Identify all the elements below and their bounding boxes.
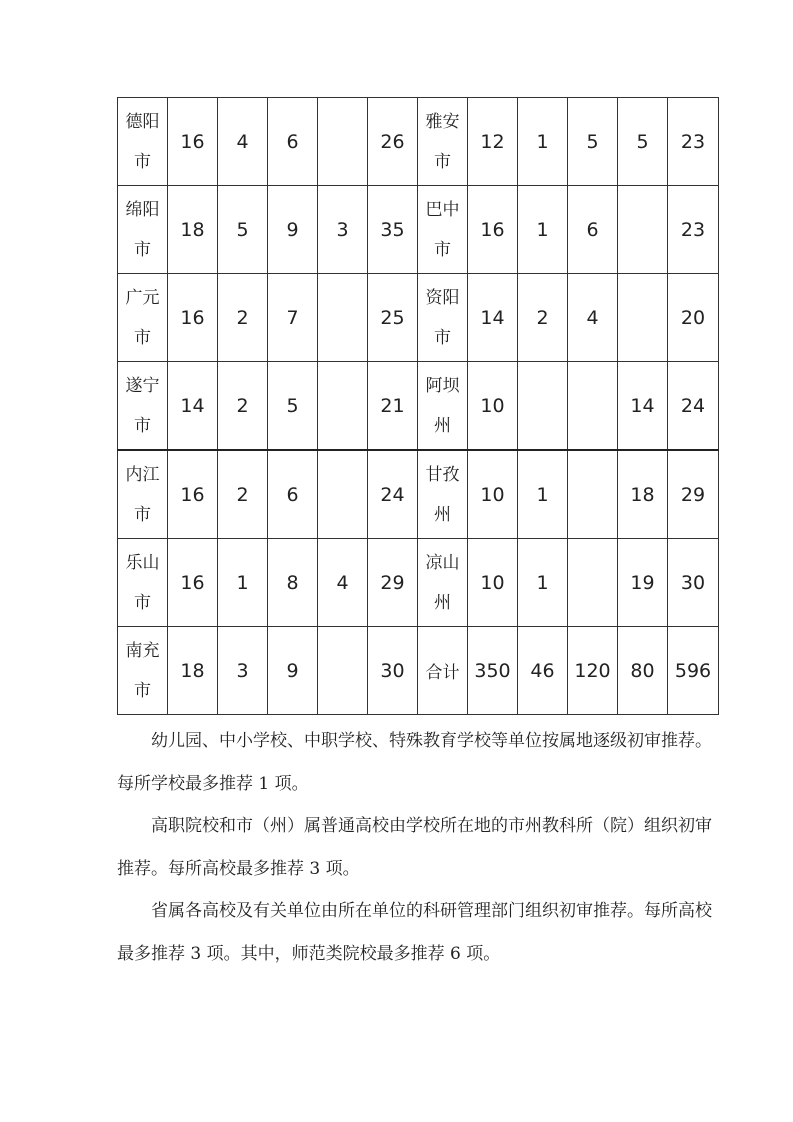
region-name-cell xyxy=(418,274,468,362)
count-cell: 9 xyxy=(268,186,318,274)
table-row xyxy=(118,627,719,715)
region-name-cell xyxy=(118,362,168,451)
total-cell: 29 xyxy=(668,450,719,539)
count-cell xyxy=(318,627,368,715)
table-row xyxy=(118,98,719,186)
region-name: 德阳市 xyxy=(125,111,160,172)
total-cell: 21 xyxy=(368,362,418,451)
count-cell xyxy=(318,362,368,451)
total-cell: 30 xyxy=(668,539,719,627)
count-cell: 1 xyxy=(518,98,568,186)
table-row xyxy=(118,539,719,627)
region-name: 凉山州 xyxy=(425,552,460,613)
count-cell xyxy=(618,186,668,274)
count-cell: 16 xyxy=(168,98,218,186)
count-cell: 3 xyxy=(318,186,368,274)
count-cell: 2 xyxy=(218,450,268,539)
total-cell: 23 xyxy=(668,98,719,186)
region-name-cell xyxy=(118,450,168,539)
count-cell xyxy=(518,362,568,451)
region-name: 甘孜州 xyxy=(425,464,460,525)
count-cell: 18 xyxy=(168,627,218,715)
count-cell: 6 xyxy=(568,186,618,274)
total-cell: 35 xyxy=(368,186,418,274)
count-cell: 14 xyxy=(468,274,518,362)
count-cell: 1 xyxy=(518,539,568,627)
notes-section xyxy=(117,720,717,975)
region-name-cell xyxy=(418,539,468,627)
count-cell xyxy=(318,274,368,362)
count-cell: 10 xyxy=(468,362,518,451)
count-cell: 4 xyxy=(568,274,618,362)
region-name: 广元市 xyxy=(125,287,160,348)
region-name: 乐山市 xyxy=(125,552,160,613)
region-name-cell xyxy=(118,539,168,627)
region-name: 阿坝州 xyxy=(425,375,460,436)
count-cell xyxy=(568,450,618,539)
total-cell: 24 xyxy=(368,450,418,539)
count-cell: 1 xyxy=(518,186,568,274)
count-cell: 80 xyxy=(618,627,668,715)
count-cell: 12 xyxy=(468,98,518,186)
count-cell: 18 xyxy=(618,450,668,539)
count-cell: 16 xyxy=(168,274,218,362)
count-cell xyxy=(318,450,368,539)
region-name-cell xyxy=(118,98,168,186)
note-paragraph-kindergarten-schools: 幼儿园、中小学校、中职学校、特殊教育学校等单位按属地逐级初审推荐。每所学校最多推荐 1 项。 xyxy=(117,731,712,794)
table-row xyxy=(118,186,719,274)
count-cell: 10 xyxy=(468,539,518,627)
total-cell: 25 xyxy=(368,274,418,362)
count-cell: 6 xyxy=(268,450,318,539)
table-row xyxy=(118,450,719,539)
region-name-cell xyxy=(418,186,468,274)
region-name-cell xyxy=(418,362,468,451)
count-cell: 350 xyxy=(468,627,518,715)
count-cell xyxy=(568,539,618,627)
table-row xyxy=(118,362,719,451)
total-cell: 24 xyxy=(668,362,719,451)
region-name: 巴中市 xyxy=(425,199,460,260)
count-cell: 2 xyxy=(218,274,268,362)
region-name-cell xyxy=(118,186,168,274)
count-cell: 18 xyxy=(168,186,218,274)
count-cell xyxy=(618,274,668,362)
region-name: 资阳市 xyxy=(425,287,460,348)
region-name-cell xyxy=(418,450,468,539)
region-name-cell xyxy=(118,627,168,715)
count-cell: 1 xyxy=(218,539,268,627)
total-cell: 20 xyxy=(668,274,719,362)
region-name: 合计 xyxy=(425,663,460,683)
count-cell: 4 xyxy=(218,98,268,186)
count-cell: 3 xyxy=(218,627,268,715)
total-cell: 26 xyxy=(368,98,418,186)
region-name: 南充市 xyxy=(125,640,160,701)
table-row xyxy=(118,274,719,362)
count-cell: 5 xyxy=(218,186,268,274)
region-name-cell xyxy=(418,627,468,715)
count-cell: 5 xyxy=(618,98,668,186)
count-cell: 8 xyxy=(268,539,318,627)
count-cell xyxy=(318,98,368,186)
total-cell: 23 xyxy=(668,186,719,274)
quota-table xyxy=(117,97,719,715)
count-cell: 1 xyxy=(518,450,568,539)
region-name-cell xyxy=(418,98,468,186)
region-name: 绵阳市 xyxy=(125,199,160,260)
count-cell: 9 xyxy=(268,627,318,715)
region-name: 内江市 xyxy=(125,464,160,525)
region-name: 雅安市 xyxy=(425,111,460,172)
count-cell: 14 xyxy=(618,362,668,451)
count-cell xyxy=(568,362,618,451)
count-cell: 5 xyxy=(568,98,618,186)
count-cell: 14 xyxy=(168,362,218,451)
count-cell: 6 xyxy=(268,98,318,186)
note-paragraph-vocational-colleges: 高职院校和市（州）属普通高校由学校所在地的市州教科所（院）组织初审推荐。每所高校最多推荐 3 项。 xyxy=(117,816,712,879)
total-cell: 30 xyxy=(368,627,418,715)
region-name: 遂宁市 xyxy=(125,375,160,436)
count-cell: 16 xyxy=(168,539,218,627)
region-name-cell xyxy=(118,274,168,362)
count-cell: 16 xyxy=(168,450,218,539)
note-paragraph-provincial-universities: 省属各高校及有关单位由所在单位的科研管理部门组织初审推荐。每所高校最多推荐 3 项。其中，师范类院校最多推荐 6 项。 xyxy=(117,901,712,964)
count-cell: 7 xyxy=(268,274,318,362)
count-cell: 10 xyxy=(468,450,518,539)
count-cell: 19 xyxy=(618,539,668,627)
count-cell: 46 xyxy=(518,627,568,715)
total-cell: 596 xyxy=(668,627,719,715)
count-cell: 2 xyxy=(218,362,268,451)
count-cell: 2 xyxy=(518,274,568,362)
count-cell: 5 xyxy=(268,362,318,451)
count-cell: 4 xyxy=(318,539,368,627)
count-cell: 16 xyxy=(468,186,518,274)
count-cell: 120 xyxy=(568,627,618,715)
total-cell: 29 xyxy=(368,539,418,627)
